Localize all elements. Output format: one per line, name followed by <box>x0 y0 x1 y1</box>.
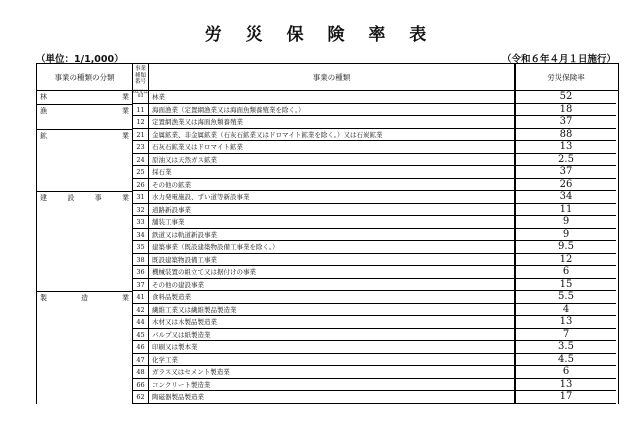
table-row <box>37 166 618 179</box>
category-label: 鉱 業 <box>40 131 129 140</box>
row-category <box>37 191 133 204</box>
row-category <box>37 116 133 129</box>
table-row <box>37 91 618 104</box>
row-rate: 88 <box>516 129 616 142</box>
row-business-name: 既設建築物設備工事業 <box>149 254 516 267</box>
row-category <box>37 179 133 192</box>
row-category <box>37 154 133 167</box>
table-row <box>37 191 618 204</box>
row-rate: 13 <box>516 316 616 329</box>
category-label: 製 造 業 <box>40 294 129 302</box>
row-number: 31 <box>133 191 149 204</box>
row-rate: 18 <box>516 104 616 117</box>
header-number: 事業種類番号 <box>133 64 149 90</box>
row-number: 66 <box>133 379 149 392</box>
row-business-name: 食料品製造業 <box>149 291 516 304</box>
row-category <box>37 104 133 117</box>
row-business-name: 定置網漁業又は海面魚類養殖業 <box>149 116 516 129</box>
row-number: 33 <box>133 216 149 229</box>
table-row <box>37 204 618 217</box>
row-number: 23 <box>133 141 149 154</box>
row-rate: 4.5 <box>516 354 616 367</box>
row-business-name: 海面漁業（定置網漁業又は海面魚類養殖業を除く。） <box>149 104 516 117</box>
row-category <box>37 366 133 379</box>
table-row <box>37 291 618 304</box>
row-business-name: 印刷又は製本業 <box>149 341 516 354</box>
row-rate: 7 <box>516 329 616 342</box>
row-business-name: 水力発電施設、ずい道等新設事業 <box>149 191 516 204</box>
row-category <box>37 141 133 154</box>
header-category: 事業の種類の分類 <box>37 64 133 90</box>
row-category <box>37 291 133 304</box>
row-number: 32 <box>133 204 149 217</box>
effective-date: （令和６年４月１日施行） <box>501 54 616 65</box>
category-label: 林 業 <box>40 93 129 101</box>
table-row <box>37 141 618 154</box>
row-rate: 9 <box>516 229 616 242</box>
row-rate: 13 <box>516 141 616 154</box>
row-rate: 52 <box>516 91 616 104</box>
row-business-name: 採石業 <box>149 166 516 179</box>
row-category <box>37 266 133 279</box>
rate-table <box>36 63 619 404</box>
row-category <box>37 329 133 342</box>
row-category <box>37 91 133 104</box>
row-category <box>37 254 133 267</box>
row-rate: 6 <box>516 266 616 279</box>
row-business-name: パルプ又は紙製造業 <box>149 329 516 342</box>
row-business-name: その他の鉱業 <box>149 179 516 192</box>
row-category <box>37 304 133 317</box>
row-business-name: 道路新設事業 <box>149 204 516 217</box>
row-business-name: 機械装置の組立て又は据付けの事業 <box>149 266 516 279</box>
row-category <box>37 241 133 254</box>
row-number: 37 <box>133 279 149 292</box>
table-row <box>37 229 618 242</box>
row-category <box>37 341 133 354</box>
table-row <box>37 116 618 129</box>
row-number: 02又は03 <box>133 91 149 104</box>
row-rate: 26 <box>516 179 616 192</box>
row-rate: 4 <box>516 304 616 317</box>
row-business-name: その他の建設事業 <box>149 279 516 292</box>
row-business-name: 金属鉱業、非金属鉱業（石灰石鉱業又はドロマイト鉱業を除く。）又は石炭鉱業 <box>149 129 516 142</box>
row-number: 26 <box>133 179 149 192</box>
table-row <box>37 266 618 279</box>
row-rate: 2.5 <box>516 154 616 167</box>
table-row <box>37 279 618 292</box>
row-number: 36 <box>133 266 149 279</box>
category-label: 漁 業 <box>40 106 129 115</box>
row-category <box>37 391 133 404</box>
row-business-name: 林業 <box>149 91 516 104</box>
row-category <box>37 166 133 179</box>
category-label: 建 設 事 業 <box>40 194 129 202</box>
row-business-name: コンクリート製造業 <box>149 379 516 392</box>
header-rate: 労災保険率 <box>547 72 585 82</box>
row-category <box>37 229 133 242</box>
row-number: 46 <box>133 341 149 354</box>
row-rate: 5.5 <box>516 291 616 304</box>
table-row <box>37 254 618 267</box>
row-business-name: 建築事業（既設建築物設備工事業を除く。） <box>149 241 516 254</box>
row-rate: 37 <box>516 116 616 129</box>
table-row <box>37 329 618 342</box>
table-row <box>37 304 618 317</box>
row-business-name: ガラス又はセメント製造業 <box>149 366 516 379</box>
header-name: 事業の種類 <box>149 64 516 90</box>
row-number: 34 <box>133 229 149 242</box>
row-business-name: 繊維工業又は繊維製品製造業 <box>149 304 516 317</box>
row-rate: 12 <box>516 254 616 267</box>
row-rate: 13 <box>516 379 616 392</box>
row-number: 38 <box>133 254 149 267</box>
row-category <box>37 316 133 329</box>
table-row <box>37 379 618 392</box>
row-rate: 3.5 <box>516 341 616 354</box>
table-row <box>37 179 618 192</box>
row-category <box>37 279 133 292</box>
row-number: 12 <box>133 116 149 129</box>
row-number: 25 <box>133 166 149 179</box>
table-header <box>37 64 618 91</box>
table-row <box>37 366 618 379</box>
row-rate: 6 <box>516 366 616 379</box>
row-number: 41 <box>133 291 149 304</box>
table-row <box>37 241 618 254</box>
table-row <box>37 129 618 142</box>
row-number: 42 <box>133 304 149 317</box>
table-row <box>37 216 618 229</box>
row-category <box>37 379 133 392</box>
row-category <box>37 354 133 367</box>
row-rate: 37 <box>516 166 616 179</box>
table-row <box>37 391 618 404</box>
table-row <box>37 341 618 354</box>
row-business-name: 原油又は天然ガス鉱業 <box>149 154 516 167</box>
row-business-name: 鉄道又は軌道新設事業 <box>149 229 516 242</box>
document-title: 労 災 保 険 率 表 <box>204 25 436 45</box>
unit-note: （単位：1/1,000） <box>36 54 124 65</box>
row-number: 48 <box>133 366 149 379</box>
row-business-name: 化学工業 <box>149 354 516 367</box>
row-number: 11 <box>133 104 149 117</box>
row-number: 21 <box>133 129 149 142</box>
row-business-name: 石灰石鉱業又はドロマイト鉱業 <box>149 141 516 154</box>
row-number: 47 <box>133 354 149 367</box>
table-row <box>37 104 618 117</box>
row-number: 45 <box>133 329 149 342</box>
row-number: 24 <box>133 154 149 167</box>
row-business-name: 舗装工事業 <box>149 216 516 229</box>
table-row <box>37 154 618 167</box>
row-rate: 15 <box>516 279 616 292</box>
row-rate: 9 <box>516 216 616 229</box>
row-category <box>37 216 133 229</box>
row-category <box>37 204 133 217</box>
row-business-name: 陶磁器製品製造業 <box>149 391 516 404</box>
table-row <box>37 354 618 367</box>
row-number: 62 <box>133 391 149 404</box>
row-rate: 17 <box>516 391 616 404</box>
table-row <box>37 316 618 329</box>
row-number: 35 <box>133 241 149 254</box>
row-rate: 34 <box>516 191 616 204</box>
row-rate: 9.5 <box>516 241 616 254</box>
row-number: 44 <box>133 316 149 329</box>
row-rate: 11 <box>516 204 616 217</box>
row-business-name: 木材又は木製品製造業 <box>149 316 516 329</box>
table-body <box>37 91 618 404</box>
row-category <box>37 129 133 142</box>
